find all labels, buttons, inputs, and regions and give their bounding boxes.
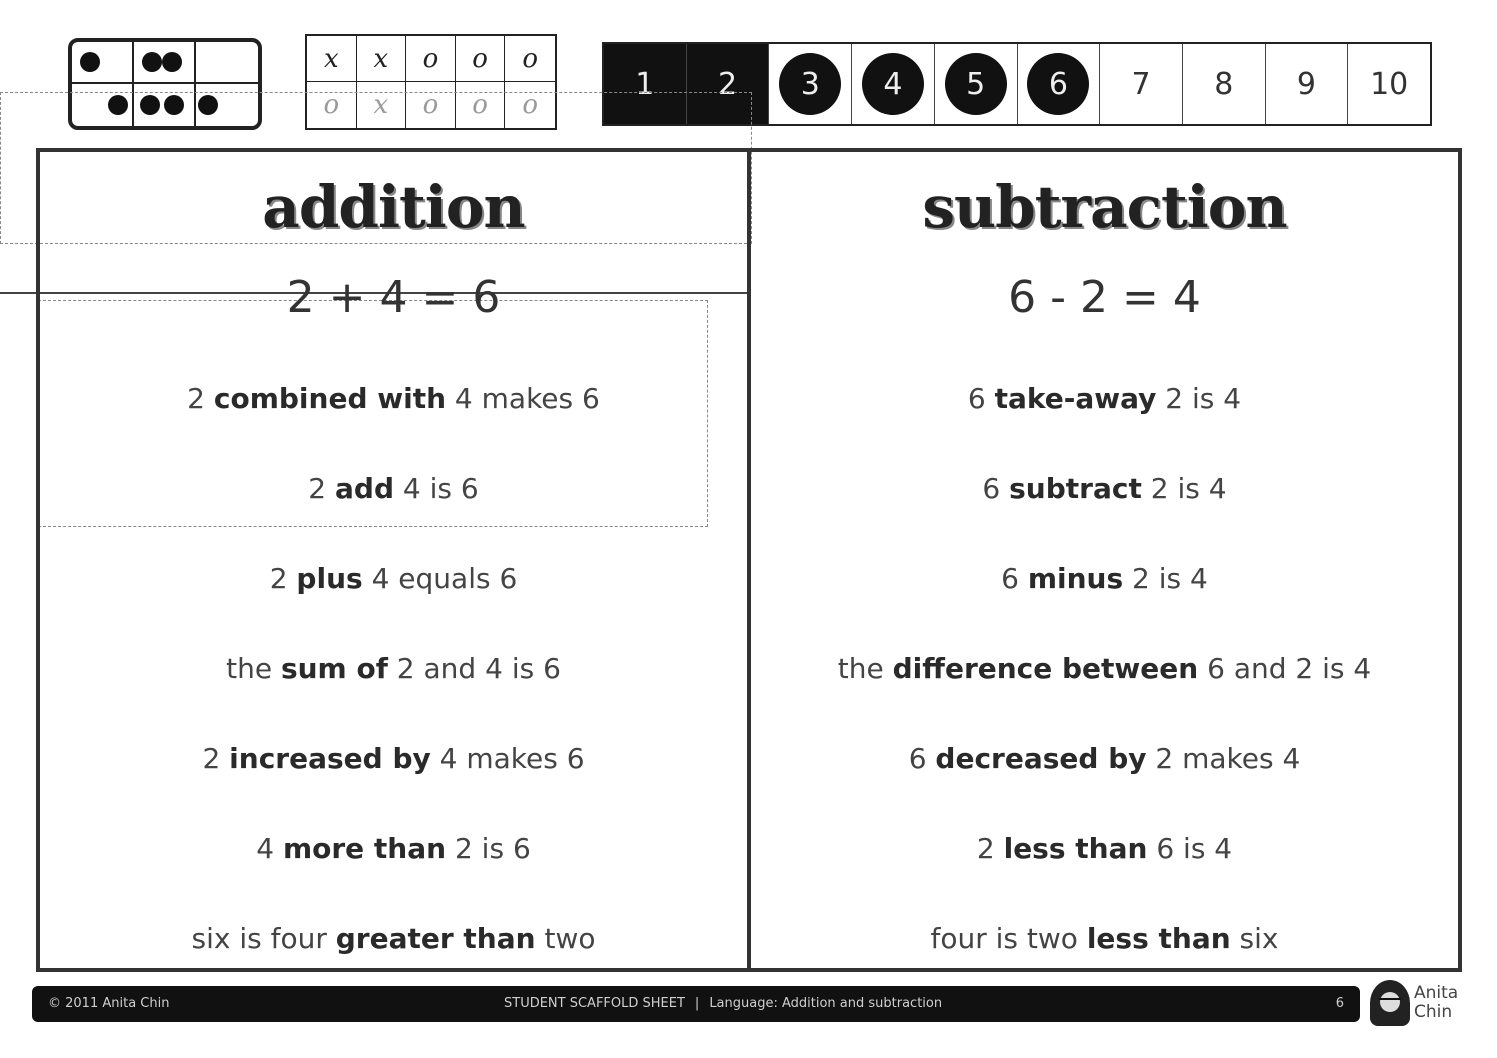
phrase-row xyxy=(751,444,1458,534)
phrase-after: 4 makes 6 xyxy=(446,382,600,415)
footer-bar xyxy=(32,986,1360,1022)
phrase-after: 6 and 2 is 4 xyxy=(1198,652,1372,685)
phrase-row xyxy=(40,714,747,804)
phrase-keyword: minus xyxy=(1027,562,1124,595)
phrase-before: 2 xyxy=(202,742,230,775)
phrase-row xyxy=(40,894,747,984)
language-panels xyxy=(36,148,1462,972)
avatar-glasses xyxy=(1379,998,1401,1005)
subtraction-phrases xyxy=(751,354,1458,984)
frame-mark: x xyxy=(307,36,357,82)
phrase-after: 2 is 6 xyxy=(446,832,531,865)
copyright-text: © 2011 Anita Chin xyxy=(48,996,170,1011)
frame-cell xyxy=(134,42,196,84)
frame-cell xyxy=(196,84,258,126)
track-number: 10 xyxy=(1370,66,1409,102)
phrase-keyword: difference between xyxy=(892,652,1199,685)
frame-mark: x xyxy=(357,36,407,82)
phrase-before: the xyxy=(226,652,281,685)
track-cell xyxy=(604,44,687,124)
footer-center xyxy=(504,996,942,1011)
phrase-row xyxy=(751,894,1458,984)
frame-mark: o xyxy=(456,82,506,128)
phrase-keyword: less than xyxy=(1003,832,1148,865)
ten-frame-marks xyxy=(305,34,557,130)
phrase-before: 2 xyxy=(976,832,1004,865)
phrase-before: 2 xyxy=(187,382,214,415)
phrase-row xyxy=(40,624,747,714)
phrase-after: 2 is 4 xyxy=(1123,562,1208,595)
subtraction-title: subtraction xyxy=(922,173,1287,241)
phrase-after: 4 equals 6 xyxy=(362,562,518,595)
phrase-after: 4 makes 6 xyxy=(430,742,585,775)
counter-dot xyxy=(162,52,182,72)
phrase-after: 2 and 4 is 6 xyxy=(387,652,561,685)
phrase-keyword: less than xyxy=(1086,922,1231,955)
phrase-before: 6 xyxy=(908,742,936,775)
page-number: 6 xyxy=(1335,996,1344,1011)
frame-mark: x xyxy=(357,82,407,128)
phrase-before: 6 xyxy=(967,382,995,415)
phrase-row xyxy=(40,354,747,444)
phrase-row xyxy=(40,534,747,624)
phrase-before: 2 xyxy=(308,472,336,505)
phrase-after: 6 is 4 xyxy=(1147,832,1233,865)
frame-mark: o xyxy=(522,90,539,120)
phrase-keyword: increased by xyxy=(229,742,431,775)
track-cell xyxy=(1266,44,1349,124)
frame-mark: o xyxy=(505,36,555,82)
phrase-keyword: add xyxy=(335,472,394,505)
frame-mark: o xyxy=(307,82,357,128)
phrase-after: 2 is 4 xyxy=(1141,472,1227,505)
phrase-row xyxy=(751,624,1458,714)
addition-phrases xyxy=(40,354,747,984)
track-number: 7 xyxy=(1131,66,1151,102)
track-number: 3 xyxy=(779,53,841,115)
phrase-keyword: take-away xyxy=(994,382,1157,415)
number-track xyxy=(602,42,1432,126)
brand-logo xyxy=(1370,980,1470,1026)
phrase-row xyxy=(40,444,747,534)
avatar-icon xyxy=(1370,980,1410,1026)
frame-cell xyxy=(72,42,134,84)
frame-mark: o xyxy=(456,36,506,82)
track-number: 9 xyxy=(1296,66,1317,102)
frame-mark: o xyxy=(406,82,456,128)
sheet-label: STUDENT SCAFFOLD SHEET xyxy=(504,996,685,1011)
subtraction-equation: 6 - 2 = 4 xyxy=(1008,272,1201,323)
addition-panel xyxy=(40,152,747,968)
counter-dot xyxy=(164,95,184,115)
phrase-keyword: sum of xyxy=(280,652,388,685)
phrase-row xyxy=(751,714,1458,804)
phrase-before: 4 xyxy=(256,832,283,865)
phrase-before: the xyxy=(837,652,893,685)
phrase-before: 6 xyxy=(1001,562,1028,595)
topic-label: Language: Addition and subtraction xyxy=(709,996,943,1011)
track-number: 6 xyxy=(1027,53,1089,115)
counter-dot xyxy=(108,95,128,115)
track-cell xyxy=(852,44,935,124)
track-cell xyxy=(1183,44,1266,124)
phrase-keyword: combined with xyxy=(213,382,447,415)
phrase-row xyxy=(751,534,1458,624)
frame-cell xyxy=(196,42,258,84)
frame-mark: o xyxy=(406,36,456,82)
phrase-after: six xyxy=(1230,922,1279,955)
track-cell xyxy=(769,44,852,124)
ten-frame-dots xyxy=(68,38,262,130)
track-cell xyxy=(1100,44,1183,124)
counter-dot xyxy=(142,52,162,72)
frame-cell xyxy=(72,84,134,126)
track-number: 4 xyxy=(862,53,924,115)
track-cell xyxy=(687,44,770,124)
frame-cell xyxy=(134,84,196,126)
counter-dot xyxy=(140,95,160,115)
phrase-before: four is two xyxy=(930,922,1087,955)
phrase-keyword: decreased by xyxy=(935,742,1147,775)
phrase-before: six is four xyxy=(191,922,336,955)
phrase-keyword: subtract xyxy=(1009,472,1142,505)
phrase-keyword: plus xyxy=(296,562,363,595)
phrase-row xyxy=(40,804,747,894)
track-cell xyxy=(935,44,1018,124)
track-number: 1 xyxy=(635,66,655,102)
counter-dot xyxy=(80,52,100,72)
counter-dot xyxy=(198,95,218,115)
track-cell xyxy=(1018,44,1101,124)
phrase-row xyxy=(751,354,1458,444)
phrase-after: 2 makes 4 xyxy=(1146,742,1301,775)
track-number: 8 xyxy=(1214,66,1234,102)
phrase-keyword: more than xyxy=(282,832,447,865)
addition-equation: 2 + 4 = 6 xyxy=(286,272,501,323)
phrase-before: 2 xyxy=(269,562,297,595)
phrase-keyword: greater than xyxy=(335,922,536,955)
phrase-after: 4 is 6 xyxy=(394,472,479,505)
phrase-row xyxy=(751,804,1458,894)
brand-name: Anita Chin xyxy=(1414,983,1459,1022)
phrase-after: 2 is 4 xyxy=(1156,382,1242,415)
phrase-before: 6 xyxy=(982,472,1010,505)
track-number: 5 xyxy=(945,53,1007,115)
track-number: 2 xyxy=(718,66,738,102)
footer-separator: | xyxy=(694,996,700,1011)
subtraction-panel xyxy=(747,152,1458,968)
addition-title: addition xyxy=(262,173,525,241)
phrase-after: two xyxy=(535,922,596,955)
track-cell xyxy=(1348,44,1430,124)
